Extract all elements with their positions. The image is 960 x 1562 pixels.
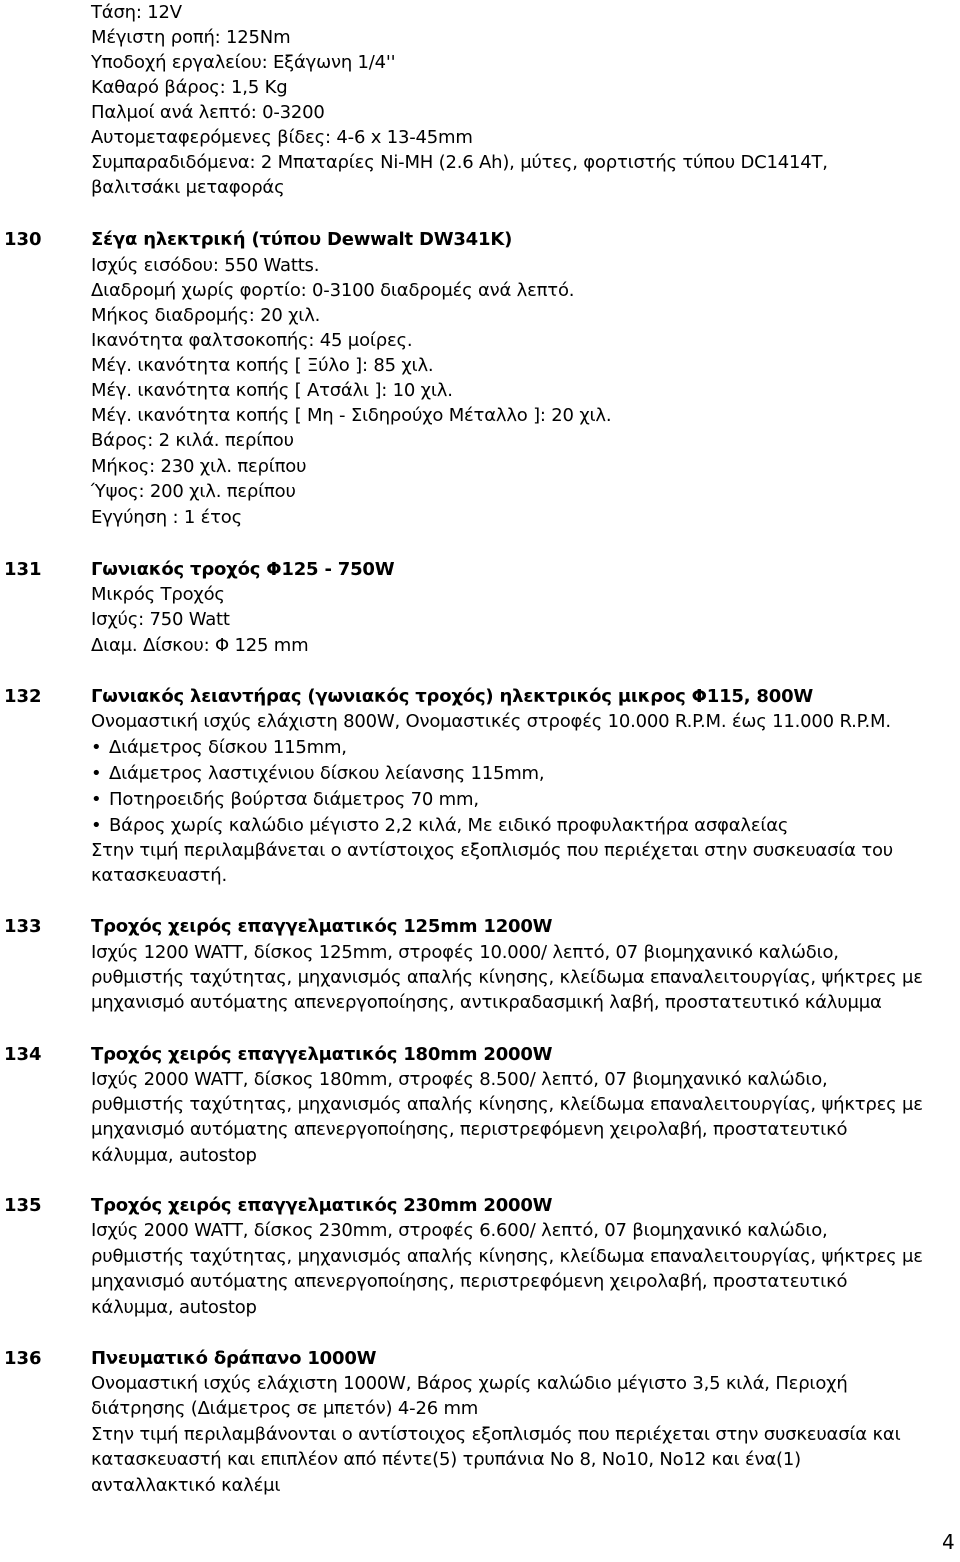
spec-line: Τάση: 12V [91,2,182,23]
item-number: 136 [4,1348,42,1369]
bullet-item [91,787,479,812]
spec-line: Μέγιστη ροπή: 125Nm [91,27,291,48]
item-title: Σέγα ηλεκτρική (τύπου Dewwalt DW341K) [91,229,513,250]
bullet-item [91,813,788,838]
spec-line: Παλμοί ανά λεπτό: 0-3200 [91,102,325,123]
spec-line: Μικρός Τροχός [91,584,225,605]
bullet-icon: • [91,763,102,784]
spec-line: Στην τιμή περιλαμβάνονται ο αντίστοιχος εξοπλισμός που περιέχεται στην συσκευασία και [91,1424,901,1445]
spec-line: Ονομαστική ισχύς ελάχιστη 800W, Ονομαστικές στροφές 10.000 R.P.M. έως 11.000 R.P.M. [91,711,891,732]
item-title: Τροχός χειρός επαγγελματικός 180mm 2000W [91,1044,553,1065]
item-title: Γωνιακός λειαντήρας (γωνιακός τροχός) ηλεκτρικός μικρος Φ115, 800W [91,686,814,707]
spec-line: Στην τιμή περιλαμβάνεται ο αντίστοιχος εξοπλισμός που περιέχεται στην συσκευασία του [91,840,894,861]
item-number: 134 [4,1044,42,1065]
spec-line: ρυθμιστής ταχύτητας, μηχανισμός απαλής κίνησης, κλείδωμα επαναλειτουργίας, ψήκτρες με [91,967,923,988]
item-title: Τροχός χειρός επαγγελματικός 230mm 2000W [91,1195,553,1216]
spec-line: Ισχύς: 750 Watt [91,609,230,630]
spec-line: βαλιτσάκι μεταφοράς [91,177,285,198]
spec-line: μηχανισμό αυτόματης απενεργοποίησης, αντικραδασμική λαβή, προστατευτικό κάλυμμα [91,992,882,1013]
spec-line: Μέγ. ικανότητα κοπής [ Ξύλο ]: 85 χιλ. [91,355,434,376]
spec-line: Διαδρομή χωρίς φορτίο: 0-3100 διαδρομές ανά λεπτό. [91,280,575,301]
spec-line: ρυθμιστής ταχύτητας, μηχανισμός απαλής κίνησης, κλείδωμα επαναλειτουργίας, ψήκτρες με [91,1094,923,1115]
spec-line: Ονομαστική ισχύς ελάχιστη 1000W, Βάρος χωρίς καλώδιο μέγιστο 3,5 κιλά, Περιοχή [91,1373,848,1394]
page-number: 4 [942,1530,955,1554]
spec-line: Μήκος διαδρομής: 20 χιλ. [91,305,321,326]
item-title: Γωνιακός τροχός Φ125 - 750W [91,559,395,580]
spec-line: διάτρησης (Διάμετρος σε μπετόν) 4-26 mm [91,1398,479,1419]
item-title: Πνευματικό δράπανο 1000W [91,1348,377,1369]
bullet-text: Διάμετρος λαστιχένιου δίσκου λείανσης 115mm, [109,763,545,784]
spec-line: μηχανισμό αυτόματης απενεργοποίησης, περιστρεφόμενη χειρολαβή, προστατευτικό [91,1271,848,1292]
item-title: Τροχός χειρός επαγγελματικός 125mm 1200W [91,916,553,937]
spec-line: κατασκευαστή. [91,865,227,886]
bullet-icon: • [91,815,102,836]
spec-line: Ικανότητα φαλτσοκοπής: 45 μοίρες. [91,330,413,351]
spec-line: Διαμ. Δίσκου: Φ 125 mm [91,635,309,656]
bullet-item [91,761,544,786]
spec-line: Μέγ. ικανότητα κοπής [ Μη - Σιδηρούχο Μέταλλο ]: 20 χιλ. [91,405,612,426]
spec-line: κατασκευαστή και επιπλέον από πέντε(5) τρυπάνια No 8, No10, No12 και ένα(1) [91,1449,801,1470]
spec-line: Αυτομεταφερόμενες βίδες: 4-6 x 13-45mm [91,127,473,148]
bullet-icon: • [91,737,102,758]
bullet-item [91,735,347,760]
spec-line: Ισχύς 2000 WATT, δίσκος 180mm, στροφές 8.500/ λεπτό, 07 βιομηχανικό καλώδιο, [91,1069,828,1090]
spec-line: ρυθμιστής ταχύτητας, μηχανισμός απαλής κίνησης, κλείδωμα επαναλειτουργίας, ψήκτρες με [91,1246,923,1267]
item-number: 131 [4,559,42,580]
bullet-text: Βάρος χωρίς καλώδιο μέγιστο 2,2 κιλά, Με ειδικό προφυλακτήρα ασφαλείας [109,815,789,836]
item-number: 130 [4,229,42,250]
bullet-icon: • [91,789,102,810]
spec-line: Μήκος: 230 χιλ. περίπου [91,456,307,477]
spec-line: Καθαρό βάρος: 1,5 Kg [91,77,288,98]
spec-line: Ισχύς 2000 WATT, δίσκος 230mm, στροφές 6.600/ λεπτό, 07 βιομηχανικό καλώδιο, [91,1220,828,1241]
spec-line: μηχανισμό αυτόματης απενεργοποίησης, περιστρεφόμενη χειρολαβή, προστατευτικό [91,1119,848,1140]
spec-line: Ισχύς 1200 WATT, δίσκος 125mm, στροφές 10.000/ λεπτό, 07 βιομηχανικό καλώδιο, [91,942,839,963]
spec-line: ανταλλακτικό καλέμι [91,1475,281,1496]
spec-line: Μέγ. ικανότητα κοπής [ Ατσάλι ]: 10 χιλ. [91,380,453,401]
spec-line: κάλυμμα, autostop [91,1145,257,1166]
item-number: 132 [4,686,42,707]
bullet-text: Διάμετρος δίσκου 115mm, [109,737,347,758]
spec-line: Εγγύηση : 1 έτος [91,507,242,528]
spec-line: κάλυμμα, autostop [91,1297,257,1318]
spec-line: Ύψος: 200 χιλ. περίπου [91,481,296,502]
spec-line: Βάρος: 2 κιλά. περίπου [91,430,294,451]
bullet-text: Ποτηροειδής βούρτσα διάμετρος 70 mm, [109,789,479,810]
item-number: 135 [4,1195,42,1216]
spec-line: Ισχύς εισόδου: 550 Watts. [91,255,320,276]
spec-line: Συμπαραδιδόμενα: 2 Μπαταρίες Ni-MH (2.6 Ah), μύτες, φορτιστής τύπου DC1414T, [91,152,828,173]
spec-line: Υποδοχή εργαλείου: Εξάγωνη 1/4'' [91,52,396,73]
item-number: 133 [4,916,42,937]
